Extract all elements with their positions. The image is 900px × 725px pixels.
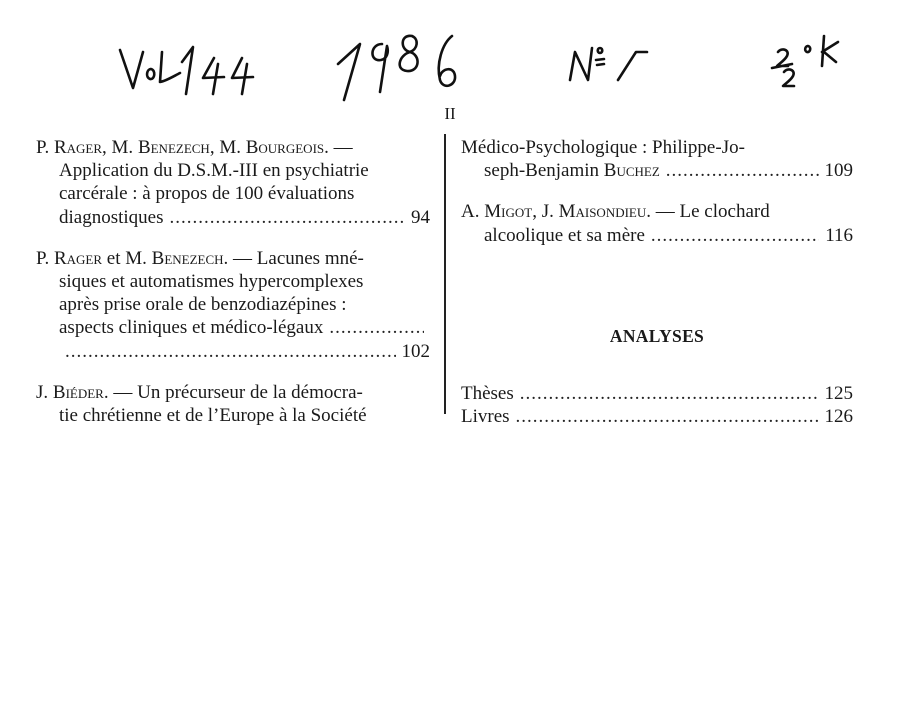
analyses-list [461, 382, 853, 428]
text-run: A. [461, 201, 485, 223]
toc-line [36, 206, 430, 229]
toc-line [36, 316, 430, 339]
text-run: . — [324, 137, 353, 158]
text-run: après prise orale de benzodiazépines : [59, 294, 347, 316]
toc-text [36, 381, 363, 404]
toc-line [36, 404, 430, 427]
toc-text [484, 159, 660, 182]
toc-line [36, 270, 430, 293]
toc-text [461, 200, 770, 223]
dot-leader [65, 340, 396, 363]
author-name: Maisondieu [558, 201, 647, 223]
text-run: diagnostiques [59, 206, 164, 228]
toc-text [59, 159, 369, 182]
text-run: siques et automatismes hypercomplexes [59, 271, 364, 293]
toc-line [36, 136, 430, 159]
author-name: Buchez [603, 160, 660, 182]
page-ref: 94 [411, 206, 430, 228]
page-number: II [444, 104, 456, 123]
analyses-label: Livres [461, 406, 510, 428]
toc-text [484, 224, 645, 247]
author-name: Biéder [52, 381, 104, 403]
text-run: et M. [102, 247, 152, 269]
dot-leader [516, 405, 819, 428]
text-run: P. [36, 137, 54, 158]
author-name: Migot [484, 201, 533, 223]
toc-line [461, 200, 853, 223]
toc-text [59, 316, 323, 339]
text-run: carcérale : à propos de 100 évaluations [59, 183, 355, 205]
text-run: P. [36, 247, 54, 269]
right-column [461, 136, 853, 428]
author-name: Rager [53, 137, 103, 158]
page-ref: 109 [824, 160, 853, 182]
text-run: seph-Benjamin [484, 160, 604, 182]
author-name: Bourgeois [245, 137, 325, 158]
toc-text [59, 270, 363, 293]
text-run: , J. [532, 201, 559, 223]
page-ref: 125 [824, 383, 853, 405]
dot-leader [520, 382, 819, 405]
toc-line [36, 293, 430, 316]
page-ref: 102 [401, 340, 430, 362]
toc-entry [461, 136, 853, 182]
section-heading-analyses: ANALYSES [609, 325, 705, 346]
toc-line [36, 182, 430, 205]
toc-text [461, 136, 745, 159]
page-ref: 116 [825, 224, 853, 246]
toc-line [461, 224, 853, 247]
left-column [36, 136, 430, 445]
text-run: Médico-Psychologique : Philippe-Jo- [461, 137, 745, 158]
text-run: , M. [209, 137, 246, 158]
toc-line [461, 159, 853, 182]
analyses-item [461, 405, 853, 428]
author-name: Rager [53, 247, 103, 269]
toc-line [461, 136, 853, 159]
text-run: aspects cliniques et médico-légaux [59, 317, 324, 339]
toc-text [59, 182, 354, 205]
text-run: . — Lacunes mné- [223, 247, 364, 269]
text-run: alcoolique et sa mère [484, 224, 645, 246]
toc-line [36, 340, 430, 363]
analyses-item [461, 382, 853, 405]
dot-leader [666, 159, 819, 182]
text-run: Application du D.S.M.-III en psychiatrie [59, 160, 369, 182]
author-name: Benezech [137, 137, 210, 158]
toc-text [59, 206, 164, 229]
dot-leader [170, 206, 406, 229]
text-run: , M. [102, 137, 138, 158]
toc-entry [461, 200, 853, 246]
toc-entry [36, 136, 430, 229]
column-divider [444, 134, 446, 414]
author-name: Benezech [151, 247, 224, 269]
toc-entry [36, 247, 430, 363]
toc-line [36, 247, 430, 270]
dot-leader [329, 316, 424, 339]
text-run: . — Le clochard [646, 201, 770, 223]
toc-text [36, 136, 353, 159]
page-ref: 126 [824, 406, 853, 428]
analyses-label: Thèses [461, 383, 514, 405]
text-run: J. [36, 381, 53, 403]
toc-line [36, 159, 430, 182]
handwritten-annotation [0, 22, 900, 112]
dot-leader [651, 224, 819, 247]
text-run: tie chrétienne et de l’Europe à la Société [59, 405, 367, 427]
toc-line [36, 381, 430, 404]
text-run: . — Un précurseur de la démocra- [103, 381, 363, 403]
toc-text [36, 247, 364, 270]
toc-text [59, 293, 347, 316]
toc-entry [36, 381, 430, 427]
toc-text [59, 404, 367, 427]
right-entries [461, 136, 853, 247]
